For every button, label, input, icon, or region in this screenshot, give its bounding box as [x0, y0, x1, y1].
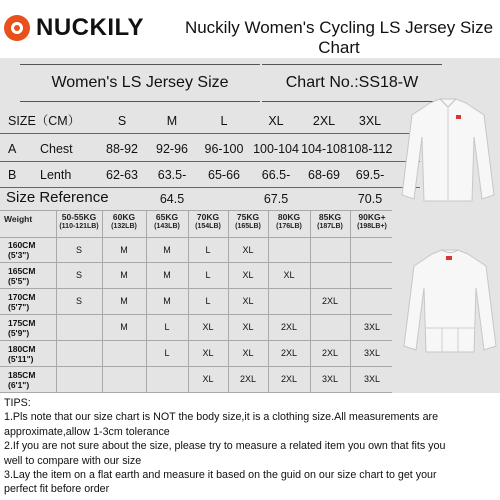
grid-line [0, 392, 392, 393]
weight-lb: (165LB) [235, 223, 261, 230]
height-label [8, 344, 35, 364]
size-cell: S [75, 245, 82, 255]
size-heading: L [220, 114, 228, 128]
brand-logo [4, 14, 144, 42]
tip-line: perfect fit before order [4, 483, 110, 496]
size-cell: 2XL [239, 374, 256, 384]
grid-line [350, 210, 351, 392]
size-cell: 3XL [363, 348, 380, 358]
chest-value: 104-108 [301, 142, 347, 156]
size-column-label: SIZE（CM） [8, 114, 81, 128]
weight-kg: 60KG [112, 212, 136, 222]
height-cm: 165CM [8, 266, 36, 276]
size-cell: L [205, 296, 211, 306]
size-cell: XL [242, 322, 254, 332]
weight-lb: (110-121LB) [59, 223, 99, 230]
brand-name: NUCKILY [36, 14, 144, 41]
grid-line [0, 340, 392, 341]
size-cell: S [75, 296, 82, 306]
size-cell: 3XL [363, 374, 380, 384]
size-header-row [0, 109, 420, 134]
height-ft: (5'11") [8, 354, 34, 364]
size-cell: XL [242, 348, 254, 358]
chest-value: 92-96 [156, 142, 188, 156]
size-cell: S [75, 270, 82, 280]
weight-lb: (187LB) [317, 223, 343, 230]
chest-value: 96-100 [204, 142, 244, 156]
row-name: Lenth [40, 168, 72, 182]
size-cell: M [120, 270, 128, 280]
size-cell: 2XL [280, 348, 297, 358]
logo-icon [4, 15, 30, 41]
height-cm: 185CM [8, 370, 36, 380]
height-label [8, 266, 35, 286]
height-ft: (5'9") [8, 328, 30, 338]
length-value: 63.5-64.5 [157, 168, 187, 206]
size-heading: 2XL [312, 114, 336, 128]
size-cell: 3XL [321, 374, 338, 384]
chest-value: 108-112 [347, 142, 393, 156]
height-cm: 160CM [8, 240, 36, 250]
weight-heading [310, 212, 350, 232]
grid-line [0, 262, 392, 263]
weight-heading [268, 212, 310, 232]
tips-heading: TIPS: [4, 397, 31, 409]
header [0, 0, 500, 58]
tip-line: approximate,allow 1-3cm tolerance [4, 425, 170, 438]
height-ft: (5'5") [8, 276, 30, 286]
size-cell: M [163, 270, 171, 280]
weight-kg: 85KG [318, 212, 342, 222]
grid-line [102, 210, 103, 392]
height-cm: 170CM [8, 292, 36, 302]
weight-kg: 80KG [277, 212, 301, 222]
weight-kg: 50-55KG [61, 212, 97, 222]
size-cell: 2XL [321, 348, 338, 358]
weight-lb: (176LB) [276, 223, 302, 230]
grid-line [0, 366, 392, 367]
size-cell: XL [242, 270, 254, 280]
weight-label: Weight [4, 214, 33, 224]
size-heading: S [117, 114, 127, 128]
size-cell: XL [242, 296, 254, 306]
size-cell: M [120, 296, 128, 306]
jersey-back-image [402, 246, 498, 356]
chest-value: 88-92 [106, 142, 138, 156]
height-label [8, 292, 35, 312]
size-cell: M [163, 296, 171, 306]
tip-line: well to compare with our size [4, 454, 142, 467]
size-cell: 3XL [363, 322, 380, 332]
weight-heading [56, 212, 102, 232]
chest-value: 100-104 [253, 142, 299, 156]
grid-line [0, 210, 392, 211]
height-ft: (5'3") [8, 250, 30, 260]
weight-lb: (154LB) [195, 223, 221, 230]
size-cell: M [163, 245, 171, 255]
jersey-front-image [400, 95, 496, 205]
size-cell: XL [202, 348, 214, 358]
size-heading: 3XL [358, 114, 382, 128]
size-heading: M [166, 114, 178, 128]
length-value: 68-69 [308, 168, 340, 182]
size-cell: L [164, 322, 170, 332]
weight-kg: 65KG [155, 212, 179, 222]
grid-line [0, 314, 392, 315]
length-value: 69.5-70.5 [355, 168, 385, 206]
size-cell: XL [242, 245, 254, 255]
size-cell: 2XL [280, 322, 297, 332]
weight-lb: (143LB) [154, 223, 180, 230]
weight-lb: (132LB) [111, 223, 137, 230]
size-cell: L [164, 348, 170, 358]
height-ft: (5'7") [8, 302, 30, 312]
row-name: Chest [40, 142, 73, 156]
grid-line [0, 237, 392, 238]
height-cm: 180CM [8, 344, 36, 354]
size-cell: 2XL [280, 374, 297, 384]
tip-line: 2.If you are not sure about the size, please try to measure a related item you own that fits you [4, 440, 446, 453]
size-cell: M [120, 245, 128, 255]
height-cm: 175CM [8, 318, 36, 328]
size-reference-title: Size Reference [6, 189, 109, 206]
grid-line [56, 210, 57, 392]
height-label [8, 370, 35, 390]
height-label [8, 240, 35, 260]
length-value: 66.5-67.5 [261, 168, 291, 206]
weight-heading [188, 212, 228, 232]
height-label [8, 318, 35, 338]
row-key: A [8, 142, 17, 156]
weight-kg: 70KG [196, 212, 220, 222]
weight-kg: 90KG+ [358, 212, 386, 222]
chest-row [0, 137, 420, 162]
size-cell: XL [202, 374, 214, 384]
height-ft: (6'1") [8, 380, 30, 390]
size-cell: 2XL [321, 296, 338, 306]
jersey-size-heading [20, 64, 260, 102]
grid-line [0, 288, 392, 289]
chart-number-label: Chart No.:SS18-W [285, 74, 419, 91]
tip-line: 3.Lay the item on a flat earth and measure it based on the guid on our size chart to get your [4, 469, 437, 482]
weight-heading [228, 212, 268, 232]
tips-section [4, 396, 496, 497]
tip-line: 1.Pls note that our size chart is NOT the body size,it is a clothing size.All measurements are [4, 411, 439, 424]
size-cell: XL [283, 270, 295, 280]
size-cell: L [205, 270, 211, 280]
size-cell: M [120, 322, 128, 332]
grid-line [268, 210, 269, 392]
weight-kg: 75KG [236, 212, 260, 222]
jersey-size-label: Women's LS Jersey Size [51, 74, 229, 91]
length-value: 65-66 [208, 168, 240, 182]
size-cell: XL [202, 322, 214, 332]
size-cell: L [205, 245, 211, 255]
page-title: Nuckily Women's Cycling LS Jersey Size Chart [184, 18, 494, 57]
weight-heading [102, 212, 146, 232]
row-key: B [8, 168, 17, 182]
weight-heading [146, 212, 188, 232]
length-value: 62-63 [106, 168, 138, 182]
weight-heading [350, 212, 394, 232]
size-heading: XL [268, 114, 284, 128]
weight-lb: (198LB+) [357, 223, 387, 230]
